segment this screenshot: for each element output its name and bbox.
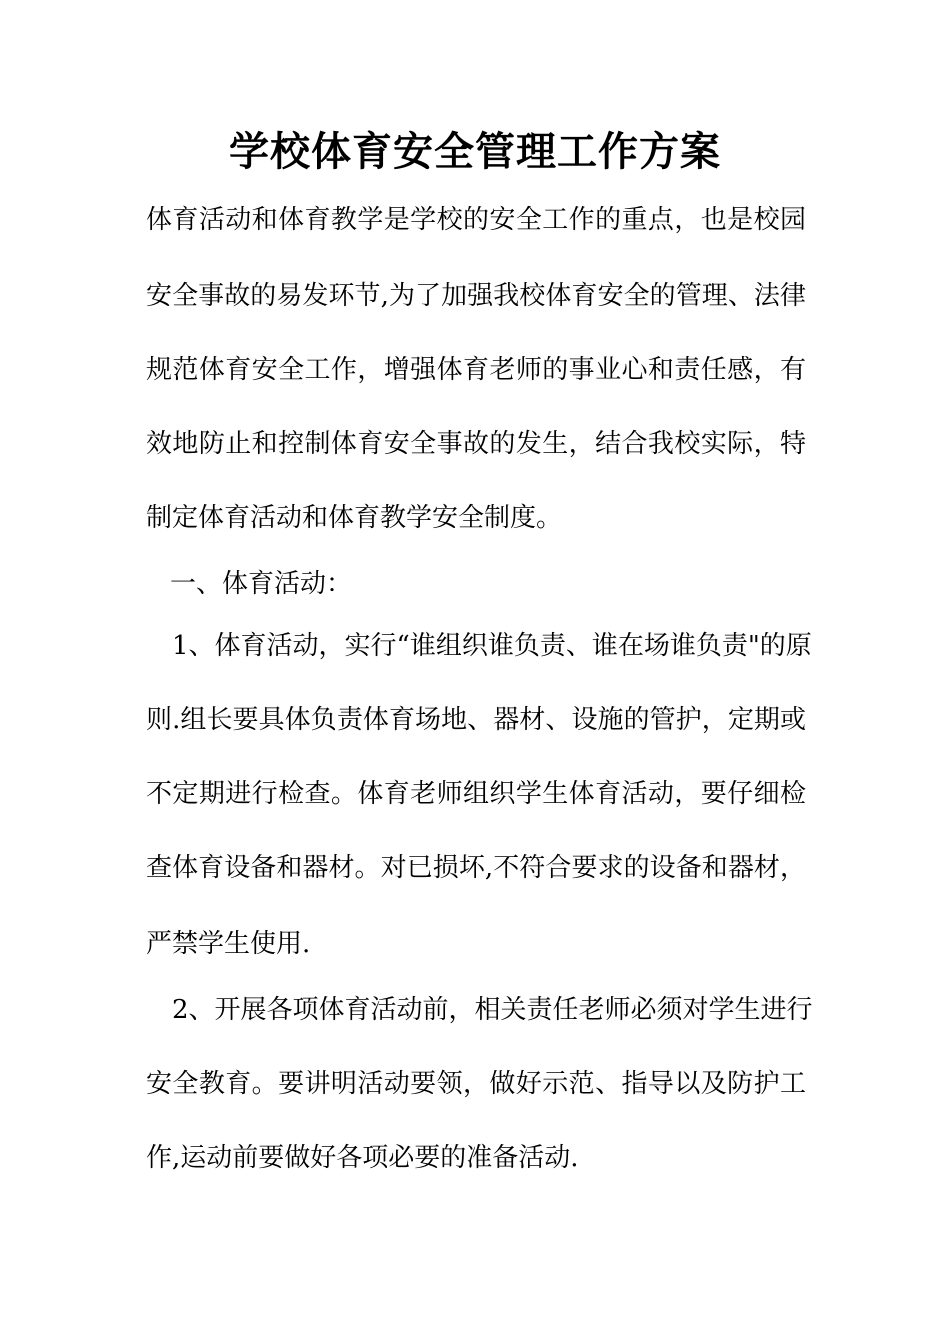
paragraph-intro-line-2: 安全事故的易发环节,为了加强我校体育安全的管理、法律 (146, 281, 806, 311)
item-1-line-1: 1、体育活动，实行“谁组织谁负责、谁在场谁负责"的原 (172, 631, 812, 661)
document-title: 学校体育安全管理工作方案 (229, 128, 721, 175)
item-1-line-4: 查体育设备和器材。对已损坏,不符合要求的设备和器材， (146, 853, 806, 883)
section-heading-sports-activities: 一、体育活动： (170, 569, 353, 599)
paragraph-intro-line-3: 规范体育安全工作，增强体育老师的事业心和责任感，有 (146, 355, 806, 385)
item-2-line-1: 2、开展各项体育活动前，相关责任老师必须对学生进行 (172, 995, 813, 1025)
paragraph-intro-line-1: 体育活动和体育教学是学校的安全工作的重点，也是校园 (146, 205, 806, 235)
item-2-line-3: 作,运动前要做好各项必要的准备活动. (146, 1143, 579, 1173)
paragraph-intro-line-5: 制定体育活动和体育教学安全制度。 (146, 503, 563, 533)
paragraph-intro-line-4: 效地防止和控制体育安全事故的发生，结合我校实际，特 (146, 429, 806, 459)
item-1-line-5: 严禁学生使用. (146, 929, 311, 959)
item-1-line-3: 不定期进行检查。体育老师组织学生体育活动，要仔细检 (146, 779, 806, 809)
item-2-line-2: 安全教育。要讲明活动要领，做好示范、指导以及防护工 (146, 1069, 806, 1099)
item-1-line-2: 则.组长要具体负责体育场地、器材、设施的管护，定期或 (146, 705, 806, 735)
